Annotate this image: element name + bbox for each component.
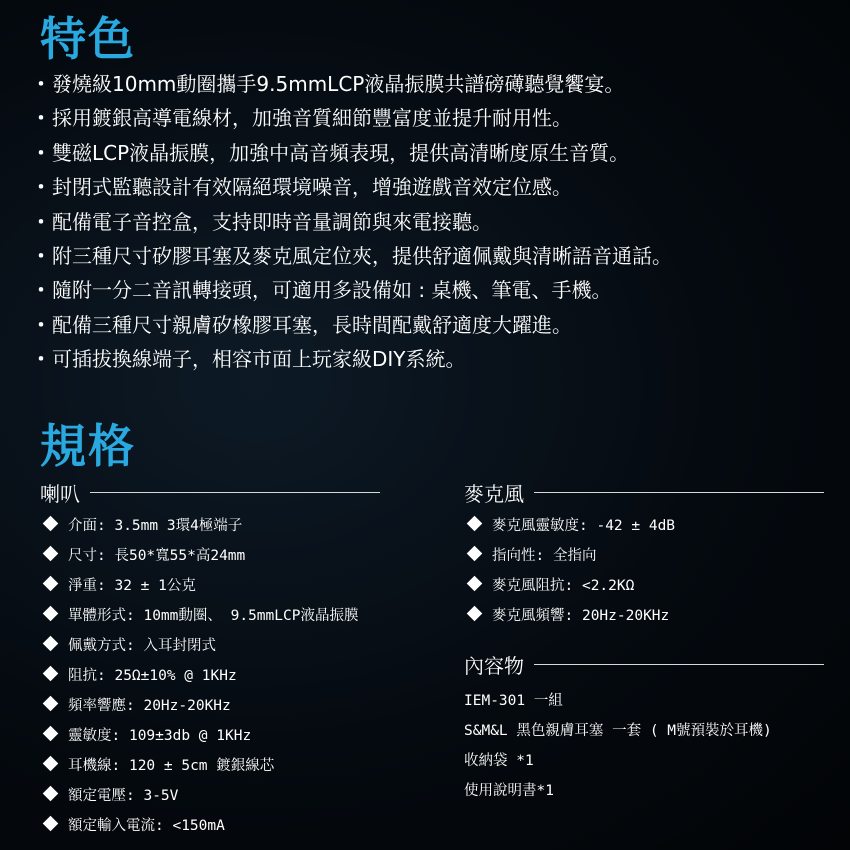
bullet-dot: ・ (31, 72, 51, 96)
features-heading: 特色 (40, 12, 136, 66)
spec-item (40, 541, 380, 571)
spec-item (40, 511, 380, 541)
diamond-bullet-icon (467, 546, 483, 562)
spec-text: 單體形式: 10mm動圈、 9.5mmLCP液晶振膜 (68, 608, 359, 624)
diamond-bullet-icon (43, 636, 59, 652)
divider-line (534, 664, 824, 665)
spec-text: 麥克風靈敏度: -42 ± 4dB (492, 518, 676, 534)
microphone-and-contents (464, 474, 824, 806)
bullet-dot: ・ (31, 312, 51, 337)
spec-text: 尺寸: 長50*寬55*高24mm (68, 548, 246, 564)
speaker-label: 喇叭 (40, 481, 80, 506)
spec-item (40, 661, 380, 691)
diamond-bullet-icon (43, 696, 59, 712)
spec-item (40, 751, 380, 781)
spec-text: 指向性: 全指向 (492, 548, 597, 564)
speaker-group-header (40, 474, 380, 510)
spec-item (40, 811, 380, 841)
bullet-dot: ・ (31, 209, 51, 234)
diamond-bullet-icon (467, 516, 483, 532)
spec-text: 麥克風頻響: 20Hz-20KHz (492, 608, 670, 624)
divider-line (534, 492, 824, 493)
contents-group-header (464, 646, 824, 682)
spec-item (40, 631, 380, 661)
feature-text: 採用鍍銀高導電線材，加強音質細節豐富度並提升耐用性。 (52, 106, 572, 131)
spec-item (40, 691, 380, 721)
contents-list (464, 686, 824, 806)
microphone-group-header (464, 474, 824, 510)
bullet-dot: ・ (31, 175, 51, 200)
feature-item (30, 273, 830, 307)
spec-item (464, 601, 824, 631)
feature-item (30, 170, 830, 204)
contents-item: 使用說明書*1 (464, 783, 554, 799)
spacer (464, 631, 824, 646)
divider-line (90, 492, 380, 493)
spec-text: 額定電壓: 3-5V (68, 788, 179, 804)
bullet-dot: ・ (31, 106, 51, 131)
spec-item (464, 571, 824, 601)
bullet-dot: ・ (31, 347, 51, 372)
speaker-specs (40, 474, 380, 841)
spec-text: 介面: 3.5mm 3環4極端子 (68, 518, 243, 534)
feature-text: 隨附一分二音訊轉接頭，可適用多設備如 : 桌機、筆電、手機。 (52, 278, 612, 303)
microphone-label: 麥克風 (464, 481, 524, 506)
feature-text: 配備電子音控盒，支持即時音量調節與來電接聽。 (52, 209, 492, 234)
feature-item (30, 101, 830, 135)
contents-item: 收納袋 *1 (464, 753, 534, 769)
feature-item (30, 136, 830, 170)
feature-text: 封閉式監聽設計有效隔絕環境噪音，增強遊戲音效定位感。 (52, 175, 572, 200)
feature-text: 發燒級10mm動圈攜手9.5mmLCP液晶振膜共譜磅礡聽覺饗宴。 (52, 72, 625, 96)
contents-label: 內容物 (464, 653, 524, 678)
diamond-bullet-icon (43, 606, 59, 622)
spec-text: 佩戴方式: 入耳封閉式 (68, 638, 216, 654)
diamond-bullet-icon (43, 576, 59, 592)
spec-text: 耳機線: 120 ± 5cm 鍍銀線芯 (68, 758, 275, 774)
feature-text: 可插拔換線端子，相容市面上玩家級DIY系統。 (52, 347, 466, 372)
spec-text: 額定輸入電流: <150mA (68, 818, 225, 834)
feature-item (30, 308, 830, 342)
diamond-bullet-icon (43, 726, 59, 742)
spec-text: 頻率響應: 20Hz-20KHz (68, 698, 231, 714)
speaker-spec-list (40, 511, 380, 841)
diamond-bullet-icon (43, 516, 59, 532)
features-list (30, 67, 830, 377)
spec-item (40, 721, 380, 751)
bullet-dot: ・ (31, 243, 51, 268)
spec-item (464, 511, 824, 541)
diamond-bullet-icon (467, 606, 483, 622)
spec-text: 靈敏度: 109±3db @ 1KHz (68, 728, 252, 744)
diamond-bullet-icon (43, 756, 59, 772)
feature-item (30, 342, 830, 376)
spec-text: 阻抗: 25Ω±10% @ 1KHz (68, 668, 237, 684)
microphone-spec-list (464, 511, 824, 631)
diamond-bullet-icon (43, 786, 59, 802)
feature-text: 雙磁LCP液晶振膜，加強中高音頻表現，提供高清晰度原生音質。 (52, 140, 630, 165)
feature-text: 附三種尺寸矽膠耳塞及麥克風定位夾，提供舒適佩戴與清晰語音通話。 (52, 243, 672, 268)
spec-text: 麥克風阻抗: <2.2KΩ (492, 578, 635, 594)
feature-item (30, 205, 830, 239)
spec-item (464, 541, 824, 571)
spec-item (40, 571, 380, 601)
spec-item (40, 781, 380, 811)
bullet-dot: ・ (31, 140, 51, 165)
spec-item (40, 601, 380, 631)
feature-text: 配備三種尺寸親膚矽橡膠耳塞，長時間配戴舒適度大躍進。 (52, 312, 572, 337)
feature-item (30, 239, 830, 273)
spec-text: 淨重: 32 ± 1公克 (68, 578, 196, 594)
diamond-bullet-icon (43, 816, 59, 832)
contents-item: IEM-301 一組 (464, 693, 563, 709)
diamond-bullet-icon (43, 546, 59, 562)
specs-heading: 規格 (40, 419, 136, 473)
contents-item: S&M&L 黑色親膚耳塞 一套 ( M號預裝於耳機) (464, 723, 772, 739)
feature-item (30, 67, 830, 101)
diamond-bullet-icon (43, 666, 59, 682)
bullet-dot: ・ (31, 278, 51, 303)
diamond-bullet-icon (467, 576, 483, 592)
